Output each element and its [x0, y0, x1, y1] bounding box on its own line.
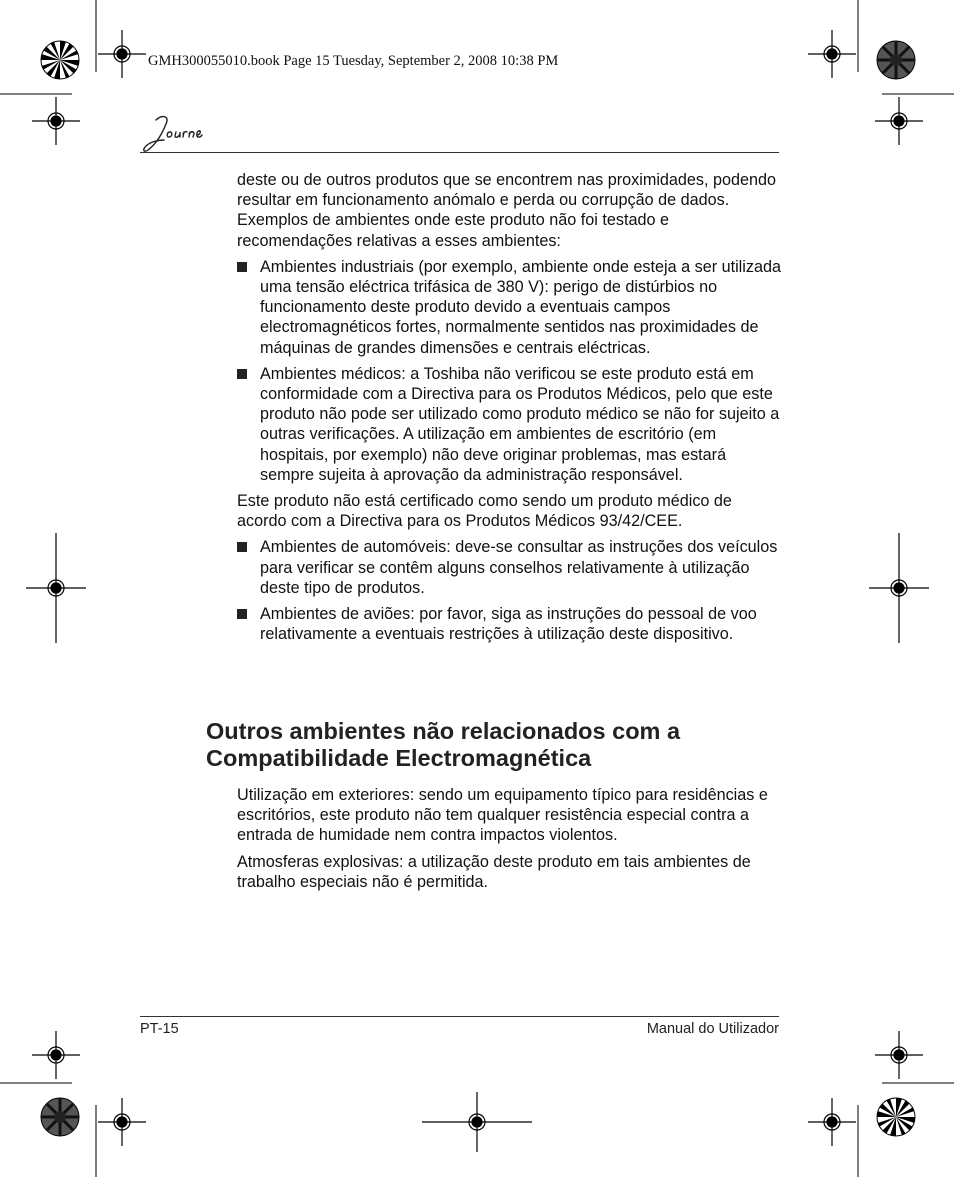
- bullet-text: Ambientes de aviões: por favor, siga as instruções do pessoal de voo relativamente a eventuais restrições à utilização deste dispositivo.: [260, 605, 757, 644]
- outdoor-paragraph: Utilização em exteriores: sendo um equipamento típico para residências e escritórios, este produto não tem qualquer resistência especial contra a entrada de humidade nem contra impactos violentos.: [237, 786, 768, 845]
- manual-title: Manual do Utilizador: [646, 1021, 779, 1037]
- section-heading: Outros ambientes não relacionados com a Compatibilidade Electromagnética: [206, 718, 681, 771]
- bullet-text: Ambientes médicos: a Toshiba não verificou se este produto está em conformidade com a Directiva para os Produtos Médicos, pelo que este produto não pode ser utilizado como produto médico se não for sujeito a outras verificações. A utilização em ambientes de escritório (em hospitais, por exemplo) não deve originar problemas, mas estará sempre sujeita à aprovação da administração responsável.: [260, 364, 780, 484]
- square-bullet-icon: [237, 609, 247, 619]
- list-item: [237, 604, 782, 644]
- intro-paragraph: deste ou de outros produtos que se encontrem nas proximidades, podendo resultar em funcionamento anómalo e perda ou corrupção de dados. Exemplos de ambientes onde este produto não foi testado e recomendações relativas a esses ambientes:: [237, 171, 777, 250]
- registration-mark-top-left: [98, 30, 146, 78]
- header-rule: [140, 152, 779, 153]
- star-target-top-left: [41, 41, 79, 79]
- star-target-bottom-left: [41, 1098, 79, 1136]
- section-body: [237, 785, 782, 898]
- registration-mark-right-middle: [869, 533, 929, 643]
- registration-mark-left-lower: [32, 1031, 80, 1079]
- journe-logo: [140, 110, 210, 156]
- square-bullet-icon: [237, 369, 247, 379]
- footer-rule: [140, 1016, 779, 1017]
- certification-paragraph: Este produto não está certificado como sendo um produto médico de acordo com a Directiva para os Produtos Médicos 93/42/CEE.: [237, 492, 732, 531]
- registration-mark-bottom-right: [808, 1098, 856, 1146]
- bullet-text: Ambientes industriais (por exemplo, ambiente onde esteja a ser utilizada uma tensão eléctrica trifásica de 380 V): perigo de distúrbios no funcionamento deste produto devido a eventuais campos electromagnéticos fortes, normalmente sentidos nas proximidades de máquinas de grandes dimensões e centrais eléctricas.: [260, 257, 781, 357]
- print-slug-line: GMH300055010.book Page 15 Tuesday, September 2, 2008 10:38 PM: [148, 53, 559, 69]
- list-item: [237, 537, 782, 598]
- registration-mark-bottom-center: [422, 1092, 532, 1152]
- list-item: [237, 257, 782, 358]
- registration-mark-left-upper: [32, 97, 80, 145]
- list-item: [237, 364, 782, 485]
- body-text: [237, 170, 782, 650]
- explosive-paragraph: Atmosferas explosivas: a utilização deste produto em tais ambientes de trabalho especiais não é permitida.: [237, 852, 751, 891]
- star-target-bottom-right: [877, 1098, 915, 1136]
- square-bullet-icon: [237, 542, 247, 552]
- square-bullet-icon: [237, 262, 247, 272]
- registration-mark-right-upper: [875, 97, 923, 145]
- registration-mark-right-lower: [875, 1031, 923, 1079]
- registration-mark-bottom-left: [98, 1098, 146, 1146]
- registration-mark-left-middle: [26, 533, 86, 643]
- registration-mark-top-right: [808, 30, 856, 78]
- page-number: PT-15: [140, 1021, 179, 1037]
- bullet-text: Ambientes de automóveis: deve-se consultar as instruções dos veículos para verificar se contêm alguns conselhos relativamente à utilização deste tipo de produtos.: [260, 538, 778, 597]
- star-target-top-right: [877, 41, 915, 79]
